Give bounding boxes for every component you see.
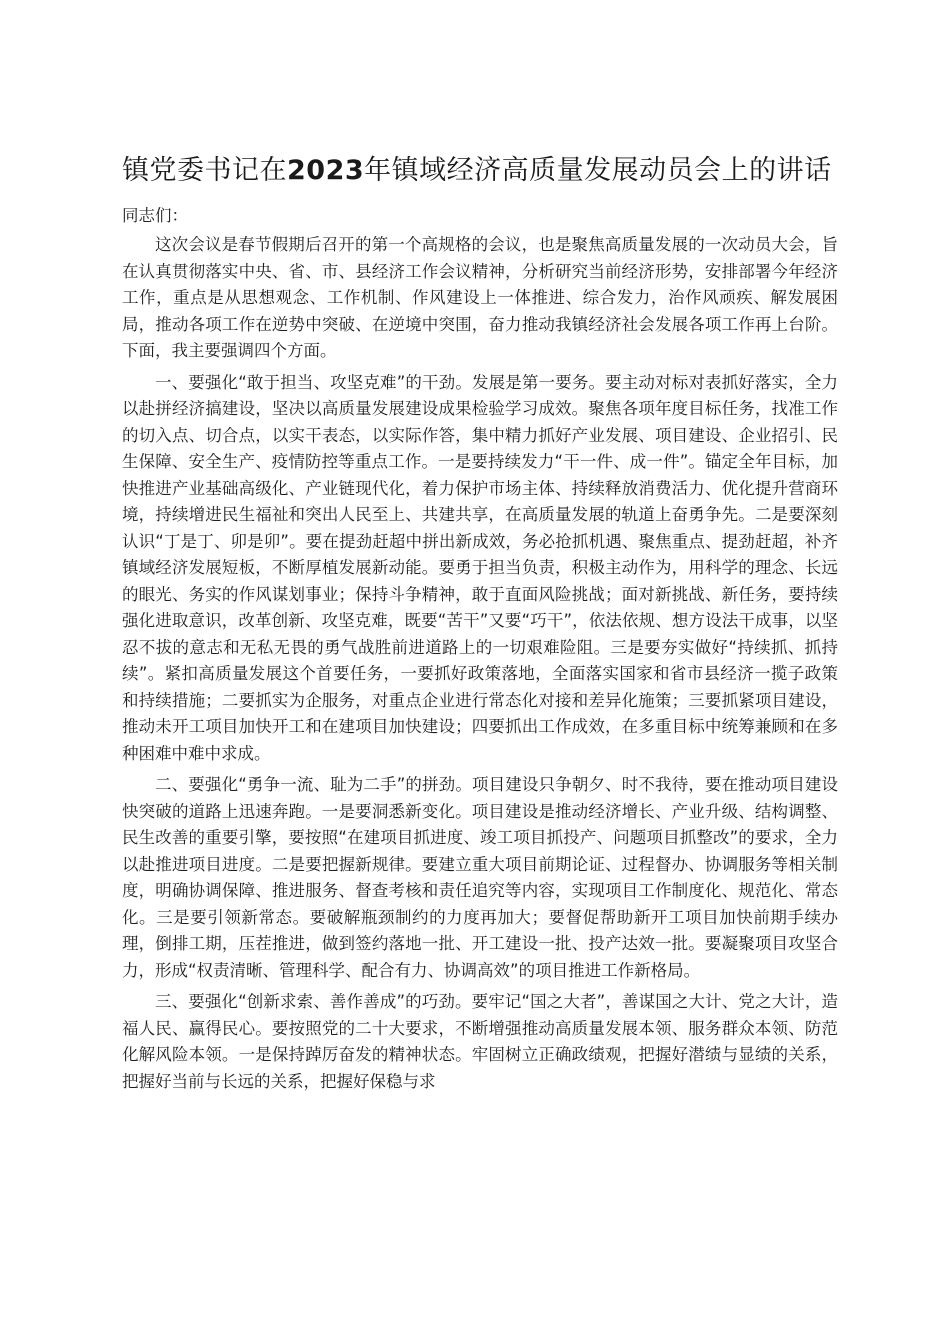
salutation: 同志们： bbox=[122, 206, 188, 225]
title-year: 2023 bbox=[287, 155, 365, 186]
document-title bbox=[122, 146, 838, 196]
title-part-2: 年镇域经济高质量发展动员会上的讲话 bbox=[364, 155, 832, 186]
paragraph-intro: 这次会议是春节假期后召开的第一个高规格的会议，也是聚焦高质量发展的一次动员大会，旨在认真贯彻落实中央、省、市、县经济工作会议精神，分析研究当前经济形势，安排部署今年经济工作，重点是从思想观念、工作机制、作风建设上一体推进、综合发力，治作风顽疾、解发展困局，推动各项工作在逆势中突破、在逆境中突围，奋力推动我镇经济社会发展各项工作再上台阶。下面，我主要强调四个方面。 bbox=[122, 235, 838, 360]
paragraph-section-2: 二、要强化“勇争一流、耻为二手”的拼劲。项目建设只争朝夕、时不我待，要在推动项目建设快突破的道路上迅速奔跑。一是要洞悉新变化。项目建设是推动经济增长、产业升级、结构调整、民生改善的重要引擎，要按照“在建项目抓进度、竣工项目抓投产、问题项目抓整改”的要求，全力以赴推进项目进度。二是要把握新规律。要建立重大项目前期论证、过程督办、协调服务等相关制度，明确协调保障、推进服务、督查考核和责任追究等内容，实现项目工作制度化、规范化、常态化。三是要引领新常态。要破解瓶颈制约的力度再加大；要督促帮助新开工项目加快前期手续办理，倒排工期，压茬推进，做到签约落地一批、开工建设一批、投产达效一批。要凝聚项目攻坚合力，形成“权责清晰、管理科学、配合有力、协调高效”的项目推进工作新格局。 bbox=[122, 775, 838, 980]
paragraph-section-1: 一、要强化“敢于担当、攻坚克难”的干劲。发展是第一要务。要主动对标对表抓好落实，全力以赴拼经济搞建设，坚决以高质量发展建设成果检验学习成效。聚焦各项年度目标任务，找准工作的切入点、切合点，以实干表态，以实际作答，集中精力抓好产业发展、项目建设、企业招引、民生保障、安全生产、疫情防控等重点工作。一是要持续发力“干一件、成一件”。锚定全年目标，加快推进产业基础高级化、产业链现代化，着力保护市场主体、持续释放消费活力、优化提升营商环境，持续增进民生福祉和突出人民至上、共建共享，在高质量发展的轨道上奋勇争先。二是要深刻认识“丁是丁、卯是卯”。要在提劲赶超中拼出新成效，务必抢抓机遇、聚焦重点、提劲赶超，补齐镇域经济发展短板，不断厚植发展新动能。要勇于担当负责，积极主动作为，用科学的理念、长远的眼光、务实的作风谋划事业；保持斗争精神，敢于直面风险挑战；面对新挑战、新任务，要持续强化进取意识，改革创新、攻坚克难，既要“苦干”又要“巧干”，依法依规、想方设法干成事，以坚忍不拔的意志和无私无畏的勇气战胜前进道路上的一切艰难险阻。三是要夯实做好“持续抓、抓持续”。紧扣高质量发展这个首要任务，一要抓好政策落地，全面落实国家和省市县经济一揽子政策和持续措施；二要抓实为企服务，对重点企业进行常态化对接和差异化施策；三要抓紧项目建设，推动未开工项目加快开工和在建项目加快建设；四要抓出工作成效，在多重目标中统筹兼顾和在多种困难中难中求成。 bbox=[122, 372, 838, 763]
paragraph-section-3: 三、要强化“创新求索、善作善成”的巧劲。要牢记“国之大者”，善谋国之大计、党之大计，造福人民、赢得民心。要按照党的二十大要求，不断增强推动高质量发展本领、服务群众本领、防范化解风险本领。一是保持踔厉奋发的精神状态。牢固树立正确政绩观，把握好潜绩与显绩的关系，把握好当前与长远的关系，把握好保稳与求 bbox=[122, 992, 838, 1091]
title-part-1: 镇党委书记在 bbox=[122, 155, 287, 186]
